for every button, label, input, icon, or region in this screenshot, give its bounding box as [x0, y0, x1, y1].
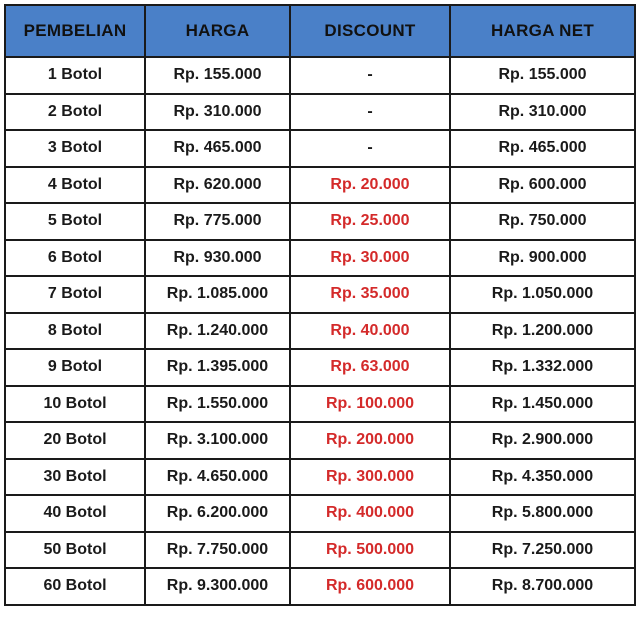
cell-quantity: 50 Botol: [5, 532, 145, 569]
table-row: [5, 276, 635, 313]
cell-net-price: Rp. 1.050.000: [450, 276, 635, 313]
cell-price: Rp. 1.395.000: [145, 349, 290, 386]
header-discount: DISCOUNT: [290, 5, 450, 57]
cell-price: Rp. 1.240.000: [145, 313, 290, 350]
table-row: [5, 532, 635, 569]
cell-price: Rp. 155.000: [145, 57, 290, 94]
table-row: [5, 240, 635, 277]
cell-discount: -: [290, 57, 450, 94]
cell-discount: Rp. 20.000: [290, 167, 450, 204]
cell-net-price: Rp. 310.000: [450, 94, 635, 131]
cell-quantity: 7 Botol: [5, 276, 145, 313]
cell-quantity: 8 Botol: [5, 313, 145, 350]
cell-discount: -: [290, 130, 450, 167]
cell-net-price: Rp. 465.000: [450, 130, 635, 167]
cell-price: Rp. 6.200.000: [145, 495, 290, 532]
cell-quantity: 30 Botol: [5, 459, 145, 496]
header-harga-net: HARGA NET: [450, 5, 635, 57]
cell-price: Rp. 4.650.000: [145, 459, 290, 496]
cell-net-price: Rp. 900.000: [450, 240, 635, 277]
cell-discount: Rp. 63.000: [290, 349, 450, 386]
table-row: [5, 349, 635, 386]
cell-net-price: Rp. 7.250.000: [450, 532, 635, 569]
cell-discount: Rp. 100.000: [290, 386, 450, 423]
price-table: [4, 4, 636, 606]
table-row: [5, 167, 635, 204]
table-row: [5, 203, 635, 240]
cell-quantity: 4 Botol: [5, 167, 145, 204]
cell-net-price: Rp. 4.350.000: [450, 459, 635, 496]
cell-quantity: 1 Botol: [5, 57, 145, 94]
table-header-row: [5, 5, 635, 57]
table-body: [5, 57, 635, 605]
cell-discount: -: [290, 94, 450, 131]
table-row: [5, 495, 635, 532]
cell-discount: Rp. 600.000: [290, 568, 450, 605]
cell-price: Rp. 930.000: [145, 240, 290, 277]
cell-quantity: 5 Botol: [5, 203, 145, 240]
cell-net-price: Rp. 1.332.000: [450, 349, 635, 386]
cell-quantity: 10 Botol: [5, 386, 145, 423]
cell-net-price: Rp. 600.000: [450, 167, 635, 204]
cell-discount: Rp. 25.000: [290, 203, 450, 240]
cell-net-price: Rp. 8.700.000: [450, 568, 635, 605]
table-row: [5, 386, 635, 423]
cell-price: Rp. 9.300.000: [145, 568, 290, 605]
cell-price: Rp. 7.750.000: [145, 532, 290, 569]
cell-net-price: Rp. 5.800.000: [450, 495, 635, 532]
cell-discount: Rp. 500.000: [290, 532, 450, 569]
table-row: [5, 57, 635, 94]
cell-discount: Rp. 30.000: [290, 240, 450, 277]
cell-price: Rp. 620.000: [145, 167, 290, 204]
cell-discount: Rp. 300.000: [290, 459, 450, 496]
cell-quantity: 6 Botol: [5, 240, 145, 277]
cell-quantity: 40 Botol: [5, 495, 145, 532]
cell-discount: Rp. 40.000: [290, 313, 450, 350]
table-row: [5, 422, 635, 459]
cell-net-price: Rp. 155.000: [450, 57, 635, 94]
cell-net-price: Rp. 750.000: [450, 203, 635, 240]
table-row: [5, 459, 635, 496]
cell-price: Rp. 775.000: [145, 203, 290, 240]
cell-quantity: 3 Botol: [5, 130, 145, 167]
header-pembelian: PEMBELIAN: [5, 5, 145, 57]
table-row: [5, 94, 635, 131]
cell-discount: Rp. 200.000: [290, 422, 450, 459]
cell-discount: Rp. 400.000: [290, 495, 450, 532]
cell-price: Rp. 1.085.000: [145, 276, 290, 313]
cell-quantity: 9 Botol: [5, 349, 145, 386]
cell-price: Rp. 3.100.000: [145, 422, 290, 459]
table-row: [5, 130, 635, 167]
cell-quantity: 20 Botol: [5, 422, 145, 459]
cell-quantity: 60 Botol: [5, 568, 145, 605]
cell-price: Rp. 310.000: [145, 94, 290, 131]
table-row: [5, 313, 635, 350]
cell-net-price: Rp. 1.450.000: [450, 386, 635, 423]
cell-net-price: Rp. 2.900.000: [450, 422, 635, 459]
cell-net-price: Rp. 1.200.000: [450, 313, 635, 350]
cell-price: Rp. 465.000: [145, 130, 290, 167]
cell-discount: Rp. 35.000: [290, 276, 450, 313]
table-row: [5, 568, 635, 605]
cell-quantity: 2 Botol: [5, 94, 145, 131]
header-harga: HARGA: [145, 5, 290, 57]
cell-price: Rp. 1.550.000: [145, 386, 290, 423]
